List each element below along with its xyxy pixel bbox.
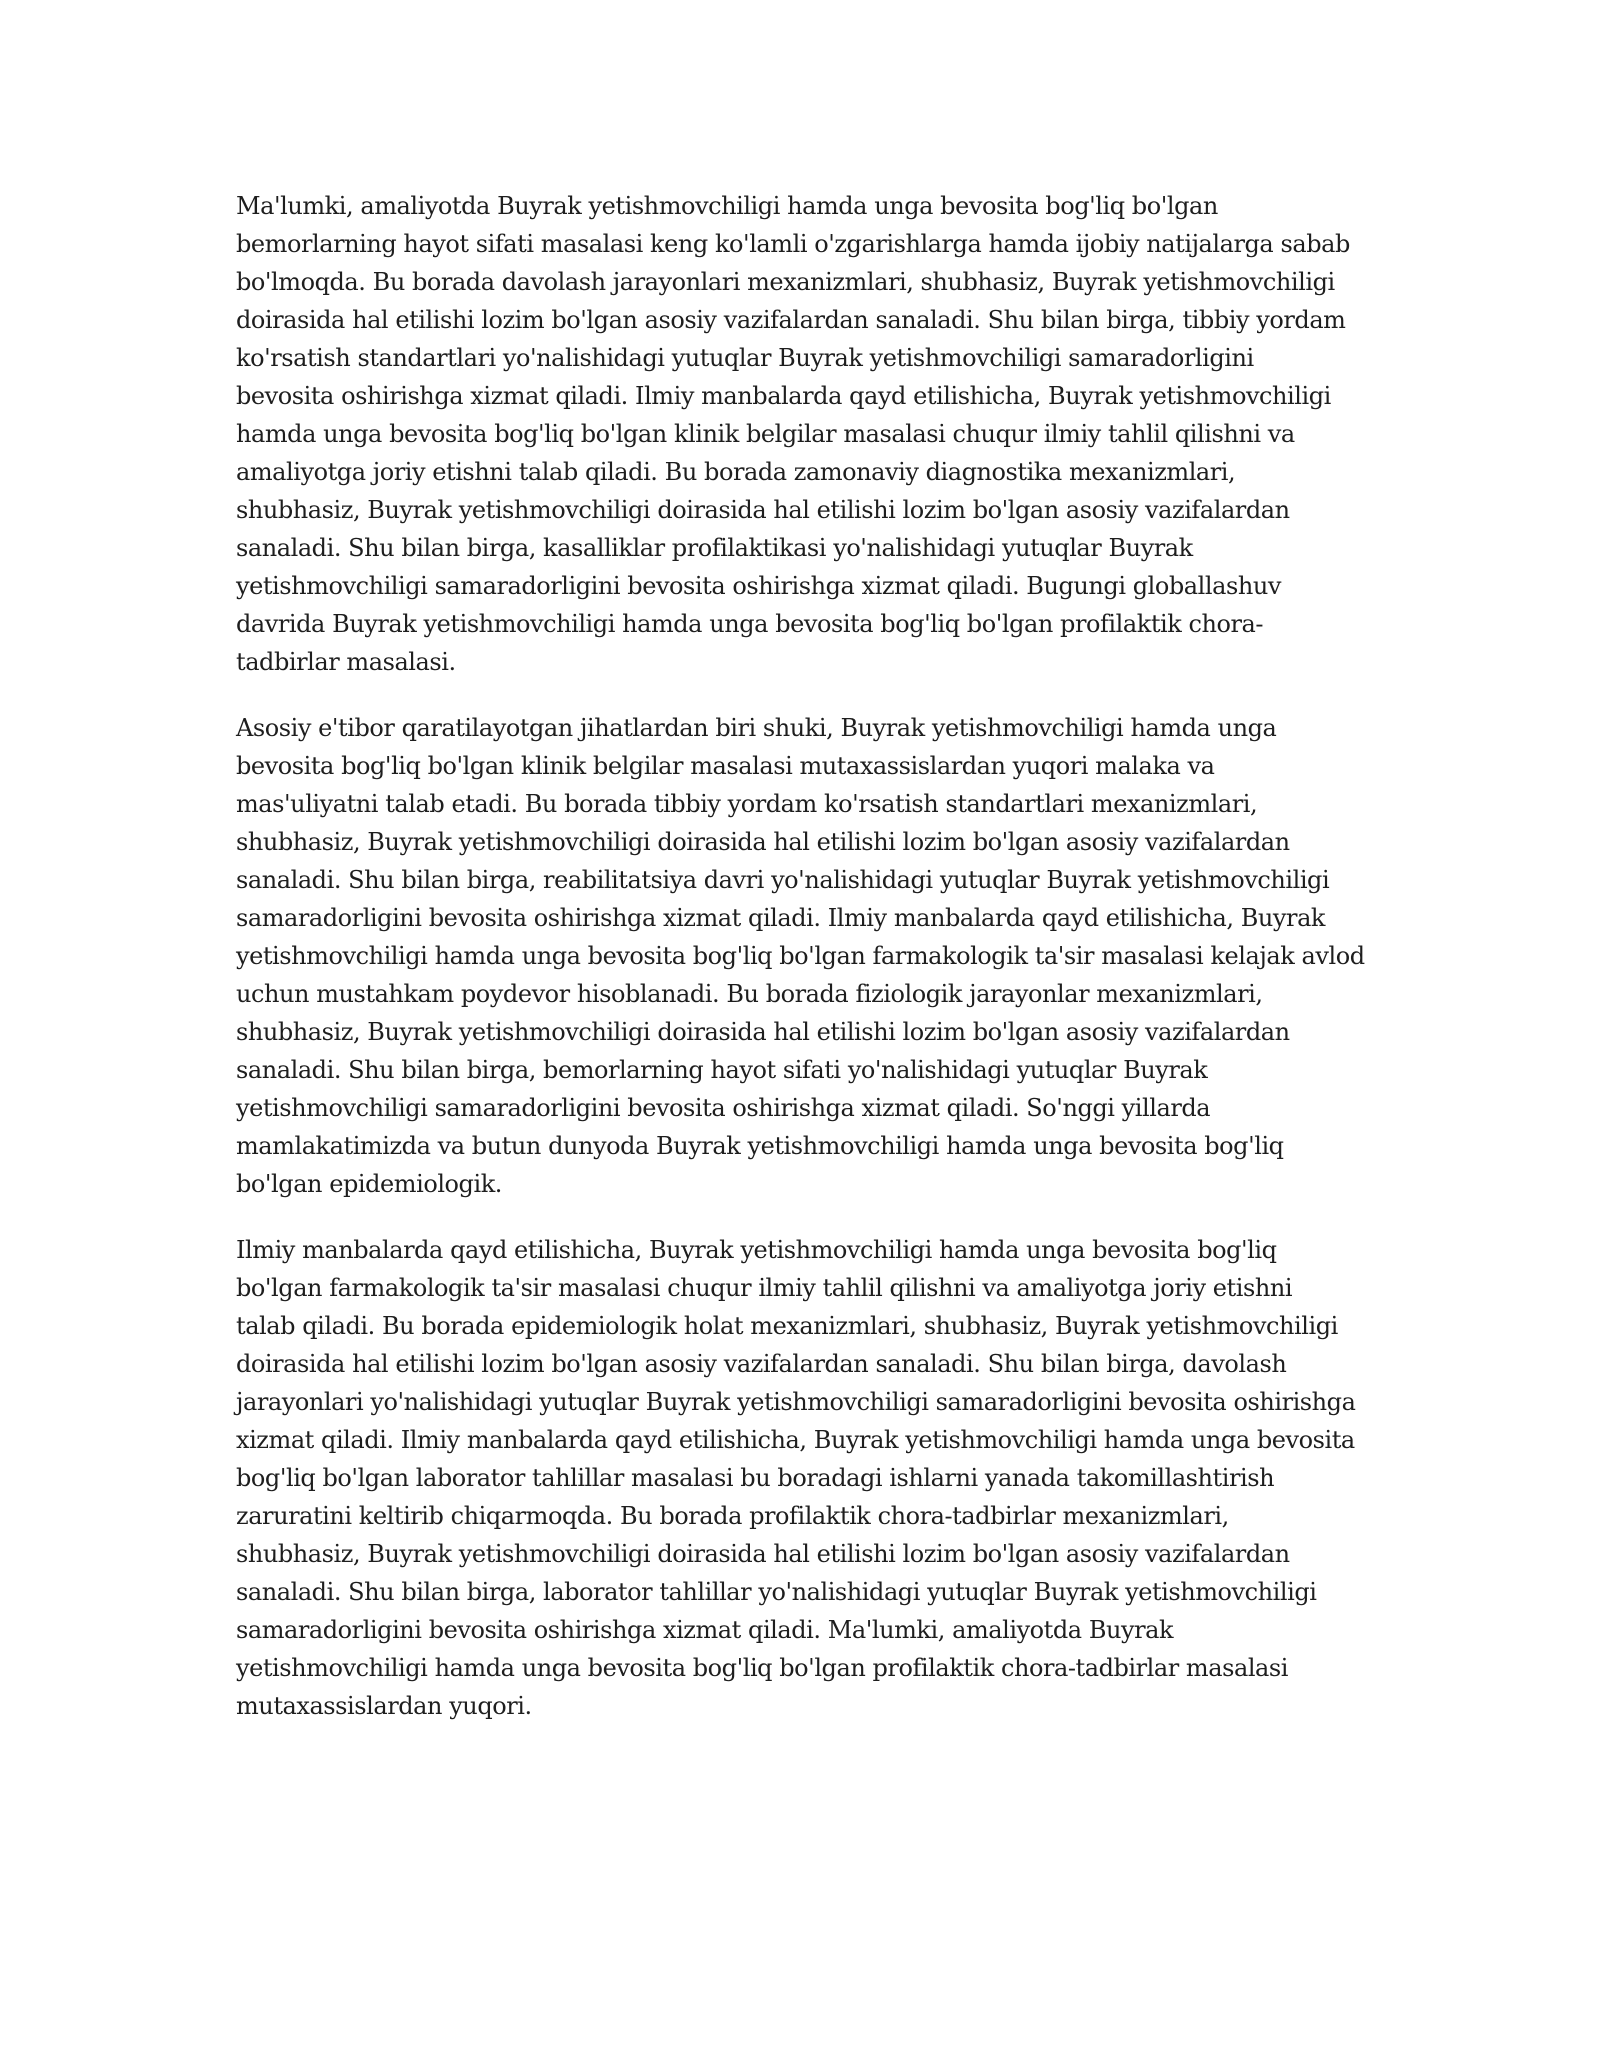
text-line: uchun mustahkam poydevor hisoblanadi. Bu borada fiziologik jarayonlar mexanizmlari, <box>236 980 1263 1008</box>
text-line: tadbirlar masalasi. <box>236 648 456 676</box>
text-line: xizmat qiladi. Ilmiy manbalarda qayd etilishicha, Buyrak yetishmovchiligi hamda unga bevosita <box>236 1426 1355 1454</box>
text-line: talab qiladi. Bu borada epidemiologik holat mexanizmlari, shubhasiz, Buyrak yetishmovchiligi <box>236 1312 1338 1340</box>
text-line: shubhasiz, Buyrak yetishmovchiligi doirasida hal etilishi lozim bo'lgan asosiy vazifalardan <box>236 828 1290 856</box>
text-line: samaradorligini bevosita oshirishga xizmat qiladi. Ma'lumki, amaliyotda Buyrak <box>236 1616 1174 1644</box>
text-line: sanaladi. Shu bilan birga, bemorlarning hayot sifati yo'nalishidagi yutuqlar Buyrak <box>236 1056 1208 1084</box>
text-line: sanaladi. Shu bilan birga, reabilitatsiya davri yo'nalishidagi yutuqlar Buyrak yetishmovchiligi <box>236 866 1330 894</box>
text-line: amaliyotga joriy etishni talab qiladi. Bu borada zamonaviy diagnostika mexanizmlari, <box>236 458 1236 486</box>
text-line: samaradorligini bevosita oshirishga xizmat qiladi. Ilmiy manbalarda qayd etilishicha, Buyrak <box>236 904 1326 932</box>
text-line: mas'uliyatni talab etadi. Bu borada tibbiy yordam ko'rsatish standartlari mexanizmlari, <box>236 790 1258 818</box>
text-line: mutaxassislardan yuqori. <box>236 1692 532 1720</box>
text-line: Asosiy e'tibor qaratilayotgan jihatlardan biri shuki, Buyrak yetishmovchiligi hamda unga <box>236 714 1277 742</box>
text-line: sanaladi. Shu bilan birga, laborator tahlillar yo'nalishidagi yutuqlar Buyrak yetishmovchiligi <box>236 1578 1317 1606</box>
text-line: hamda unga bevosita bog'liq bo'lgan klinik belgilar masalasi chuqur ilmiy tahlil qilishni va <box>236 420 1295 448</box>
text-line: mamlakatimizda va butun dunyoda Buyrak yetishmovchiligi hamda unga bevosita bog'liq <box>236 1132 1284 1160</box>
text-line: yetishmovchiligi hamda unga bevosita bog'liq bo'lgan farmakologik ta'sir masalasi kelajak avlod <box>236 942 1365 970</box>
paragraph-1 <box>236 187 1372 681</box>
text-line: bevosita oshirishga xizmat qiladi. Ilmiy manbalarda qayd etilishicha, Buyrak yetishmovchiligi <box>236 382 1331 410</box>
text-line: bo'lmoqda. Bu borada davolash jarayonlari mexanizmlari, shubhasiz, Buyrak yetishmovchiligi <box>236 268 1335 296</box>
text-line: yetishmovchiligi samaradorligini bevosita oshirishga xizmat qiladi. So'nggi yillarda <box>236 1094 1211 1122</box>
text-line: shubhasiz, Buyrak yetishmovchiligi doirasida hal etilishi lozim bo'lgan asosiy vazifalardan <box>236 1018 1290 1046</box>
text-line: jarayonlari yo'nalishidagi yutuqlar Buyrak yetishmovchiligi samaradorligini bevosita oshirishga <box>236 1388 1356 1416</box>
text-line: Ma'lumki, amaliyotda Buyrak yetishmovchiligi hamda unga bevosita bog'liq bo'lgan <box>236 192 1218 220</box>
text-line: yetishmovchiligi samaradorligini bevosita oshirishga xizmat qiladi. Bugungi globallashuv <box>236 572 1281 600</box>
text-line: bemorlarning hayot sifati masalasi keng ko'lamli o'zgarishlarga hamda ijobiy natijalarga sabab <box>236 230 1350 258</box>
text-line: sanaladi. Shu bilan birga, kasalliklar profilaktikasi yo'nalishidagi yutuqlar Buyrak <box>236 534 1193 562</box>
text-line: Ilmiy manbalarda qayd etilishicha, Buyrak yetishmovchiligi hamda unga bevosita bog'liq <box>236 1236 1277 1264</box>
text-line: shubhasiz, Buyrak yetishmovchiligi doirasida hal etilishi lozim bo'lgan asosiy vazifalardan <box>236 1540 1290 1568</box>
text-line: bo'lgan epidemiologik. <box>236 1170 502 1198</box>
text-line: zaruratini keltirib chiqarmoqda. Bu borada profilaktik chora-tadbirlar mexanizmlari, <box>236 1502 1229 1530</box>
text-line: shubhasiz, Buyrak yetishmovchiligi doirasida hal etilishi lozim bo'lgan asosiy vazifalardan <box>236 496 1290 524</box>
text-line: doirasida hal etilishi lozim bo'lgan asosiy vazifalardan sanaladi. Shu bilan birga, davolash <box>236 1350 1287 1378</box>
text-line: doirasida hal etilishi lozim bo'lgan asosiy vazifalardan sanaladi. Shu bilan birga, tibbiy yordam <box>236 306 1346 334</box>
text-line: ko'rsatish standartlari yo'nalishidagi yutuqlar Buyrak yetishmovchiligi samaradorligini <box>236 344 1254 372</box>
text-line: bevosita bog'liq bo'lgan klinik belgilar masalasi mutaxassislardan yuqori malaka va <box>236 752 1215 780</box>
text-line: yetishmovchiligi hamda unga bevosita bog'liq bo'lgan profilaktik chora-tadbirlar masalasi <box>236 1654 1288 1682</box>
paragraph-2 <box>236 709 1372 1203</box>
text-line: davrida Buyrak yetishmovchiligi hamda unga bevosita bog'liq bo'lgan profilaktik chora- <box>236 610 1264 638</box>
paragraph-3 <box>236 1231 1372 1725</box>
document-body <box>236 187 1372 1753</box>
text-line: bo'lgan farmakologik ta'sir masalasi chuqur ilmiy tahlil qilishni va amaliyotga joriy etishni <box>236 1274 1293 1302</box>
text-line: bog'liq bo'lgan laborator tahlillar masalasi bu boradagi ishlarni yanada takomillashtirish <box>236 1464 1275 1492</box>
